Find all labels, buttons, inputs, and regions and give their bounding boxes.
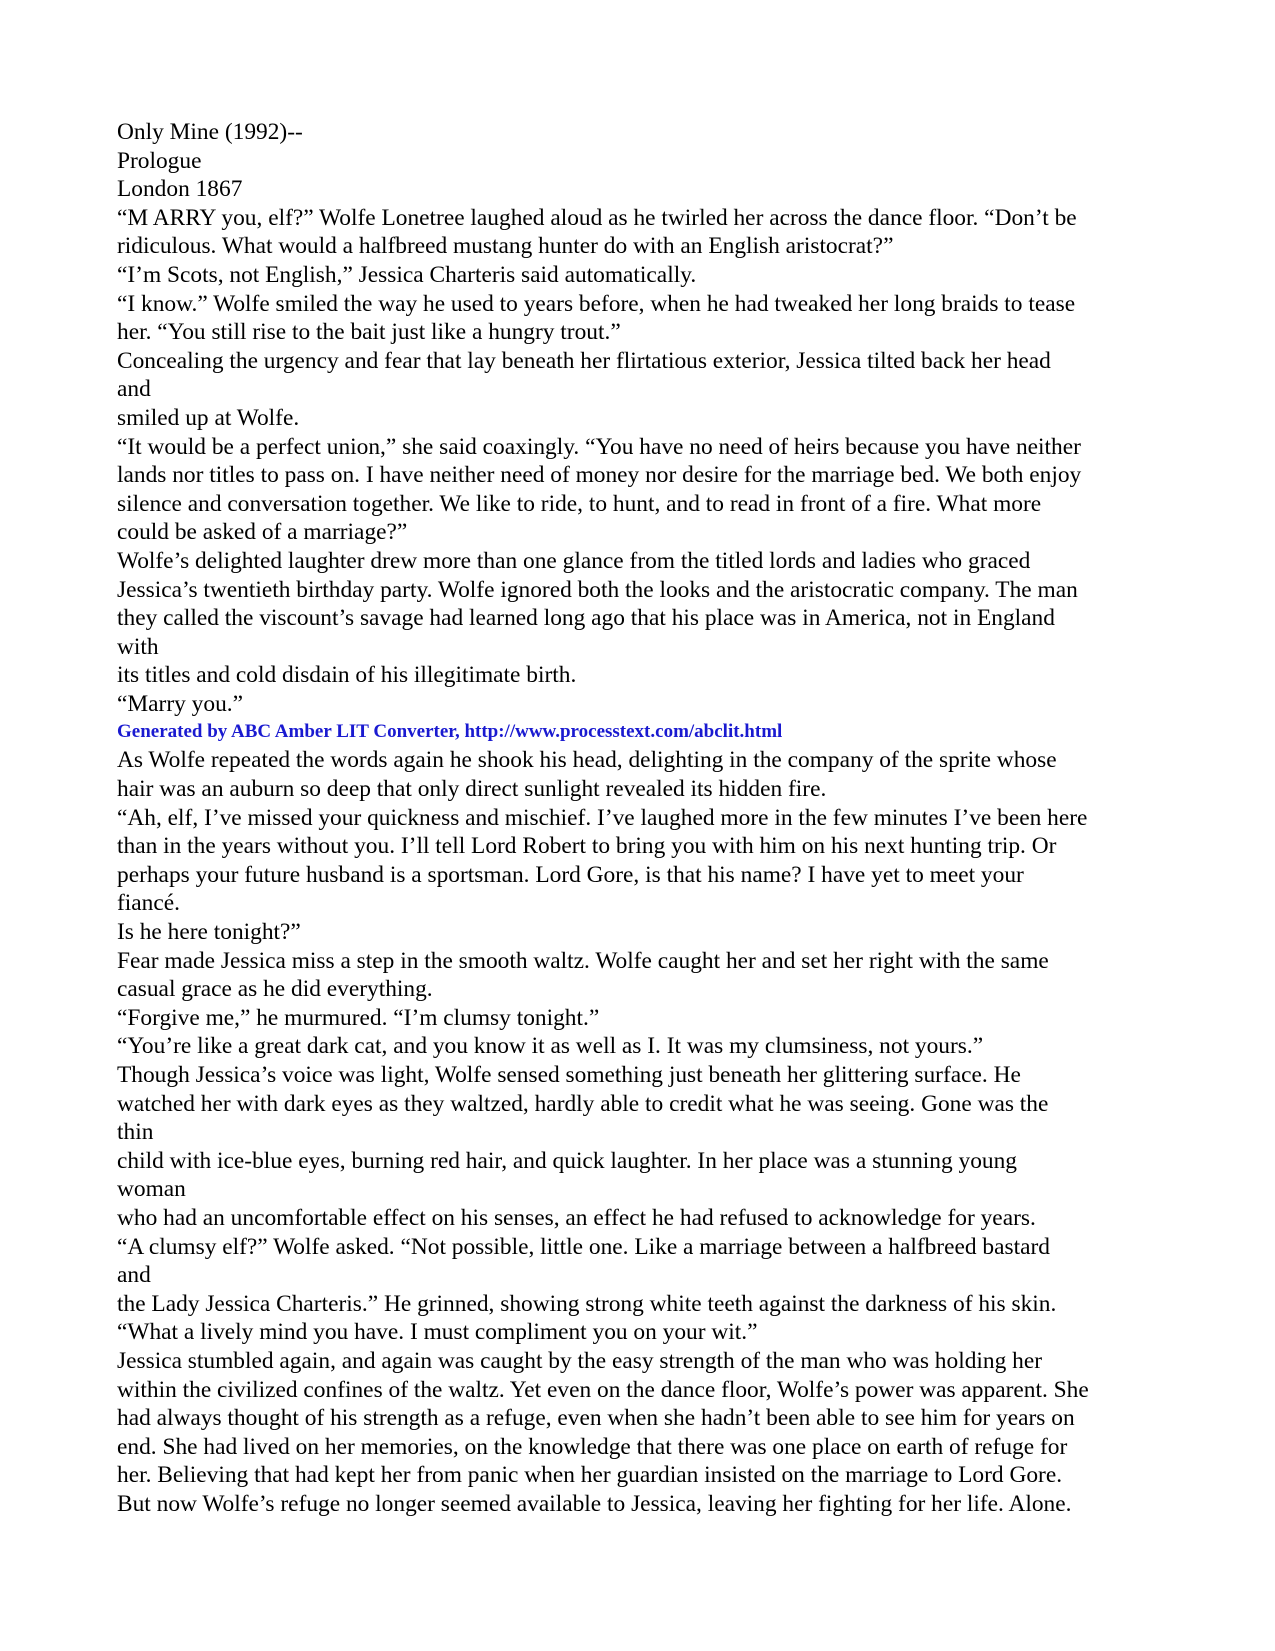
text-line: smiled up at Wolfe. (117, 404, 300, 431)
text-line: Jessica stumbled again, and again was caught by the easy strength of the man who was holding her (117, 1347, 1042, 1374)
text-line: who had an uncomfortable effect on his senses, an effect he had refused to acknowledge for years. (117, 1204, 1036, 1231)
text-line: its titles and cold disdain of his illegitimate birth. (117, 662, 577, 689)
text-line: “You’re like a great dark cat, and you know it as well as I. It was my clumsiness, not yours.” (117, 1033, 984, 1060)
text-line: her. Believing that had kept her from panic when her guardian insisted on the marriage to Lord Gore. (117, 1462, 1063, 1489)
text-line: than in the years without you. I’ll tell Lord Robert to bring you with him on his next hunting trip. Or (117, 833, 1057, 860)
text-line: hair was an auburn so deep that only direct sunlight revealed its hidden fire. (117, 776, 827, 803)
document-page (117, 118, 1162, 1519)
text-line: Fear made Jessica miss a step in the smooth waltz. Wolfe caught her and set her right with the same (117, 947, 1049, 974)
book-title: Only Mine (1992)-- (117, 119, 303, 145)
text-line: the Lady Jessica Charteris.” He grinned, showing strong white teeth against the darkness of his skin. (117, 1290, 1057, 1317)
text-line: “It would be a perfect union,” she said coaxingly. “You have no need of heirs because you have neither (117, 433, 1081, 460)
text-line: “What a lively mind you have. I must compliment you on your wit.” (117, 1319, 758, 1346)
text-line: silence and conversation together. We like to ride, to hunt, and to read in front of a fire. What more (117, 490, 1042, 517)
text-line: child with ice-blue eyes, burning red hair, and quick laughter. In her place was a stunning young (117, 1147, 1017, 1174)
text-line: within the civilized confines of the waltz. Yet even on the dance floor, Wolfe’s power was apparent. She (117, 1376, 1089, 1403)
chapter-heading: Prologue (117, 147, 202, 174)
text-line: Though Jessica’s voice was light, Wolfe sensed something just beneath her glittering surface. He (117, 1062, 1021, 1088)
text-line: “I know.” Wolfe smiled the way he used to years before, when he had tweaked her long braids to tease (117, 290, 1076, 317)
text-line: “Ah, elf, I’ve missed your quickness and mischief. I’ve laughed more in the few minutes I’ve been here (117, 804, 1088, 831)
text-line: and (117, 1262, 151, 1289)
text-line: could be asked of a marriage?” (117, 519, 408, 546)
text-line: end. She had lived on her memories, on the knowledge that there was one place on earth of refuge for (117, 1433, 1068, 1460)
text-line: But now Wolfe’s refuge no longer seemed available to Jessica, leaving her fighting for her life. Alone. (117, 1490, 1072, 1517)
text-line: Is he here tonight?” (117, 919, 301, 946)
text-line: casual grace as he did everything. (117, 976, 433, 1003)
text-line: thin (117, 1119, 154, 1146)
text-line: with (117, 633, 159, 660)
text-line: perhaps your future husband is a sportsman. Lord Gore, is that his name? I have yet to meet your (117, 861, 1024, 888)
text-line: ridiculous. What would a halfbreed mustang hunter do with an English aristocrat?” (117, 233, 894, 260)
text-line: and (117, 376, 151, 403)
text-line: her. “You still rise to the bait just like a hungry trout.” (117, 319, 621, 346)
text-line: woman (117, 1176, 186, 1203)
text-line: fiancé. (117, 890, 180, 917)
text-line: As Wolfe repeated the words again he shook his head, delighting in the company of the sprite whose (117, 747, 1057, 774)
text-line: watched her with dark eyes as they waltzed, hardly able to credit what he was seeing. Gone was the (117, 1090, 1049, 1117)
text-line: lands nor titles to pass on. I have neither need of money nor desire for the marriage bed. We both enjoy (117, 462, 1082, 489)
text-line: Wolfe’s delighted laughter drew more than one glance from the titled lords and ladies who graced (117, 547, 1031, 574)
text-line: “A clumsy elf?” Wolfe asked. “Not possible, little one. Like a marriage between a halfbreed bastard (117, 1233, 1050, 1260)
body-text-after-notice (117, 746, 1162, 1518)
text-line: “M ARRY you, elf?” Wolfe Lonetree laughed aloud as he twirled her across the dance floor. “Don’t be (117, 204, 1077, 231)
text-line: Jessica’s twentieth birthday party. Wolfe ignored both the looks and the aristocratic company. The man (117, 576, 1078, 603)
text-line: they called the viscount’s savage had learned long ago that his place was in America, not in England (117, 605, 1055, 632)
text-line: “Forgive me,” he murmured. “I’m clumsy tonight.” (117, 1004, 600, 1031)
text-line: “I’m Scots, not English,” Jessica Charteris said automatically. (117, 261, 697, 288)
setting-line: London 1867 (117, 176, 243, 203)
text-line: had always thought of his strength as a refuge, even when she hadn’t been able to see him for years on (117, 1405, 1075, 1432)
body-text-before-notice (117, 204, 1162, 719)
text-line: Concealing the urgency and fear that lay beneath her flirtatious exterior, Jessica tilted back her head (117, 347, 1051, 374)
text-line: “Marry you.” (117, 690, 243, 717)
generator-notice-link[interactable]: Generated by ABC Amber LIT Converter, http://www.processtext.com/abclit.html (117, 721, 783, 743)
